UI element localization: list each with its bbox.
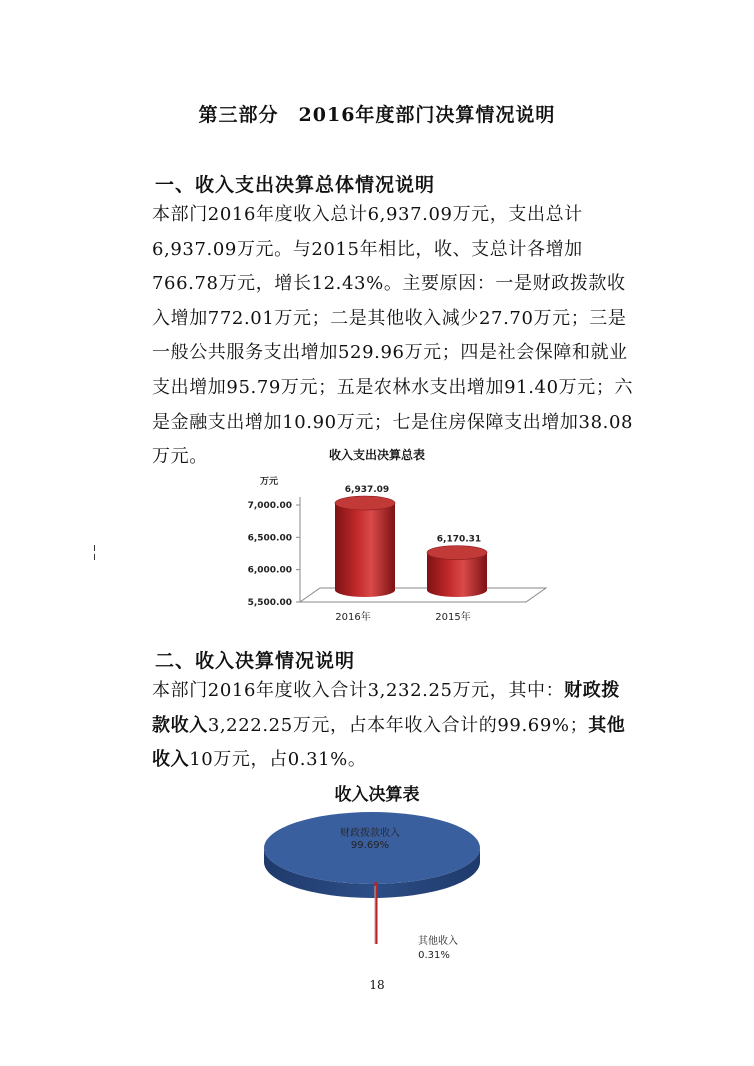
section2-text-part3: 10万元，占0.31%。 <box>189 749 367 771</box>
section1-heading: 一、收入支出决算总体情况说明 <box>155 174 436 196</box>
page-title: 第三部分 2016年度部门决算情况说明 <box>198 104 556 126</box>
page-number: 18 <box>369 978 385 992</box>
section1-paragraph <box>116 198 636 475</box>
chart1-title: 收入支出决算总表 <box>328 448 425 462</box>
chart2-pct-other: 0.31% <box>418 950 450 961</box>
chart1-bar <box>335 503 395 597</box>
chart2-label-main: 财政拨款收入 <box>340 828 400 839</box>
chart1-y-tick-label: 6,000.00 <box>247 565 292 576</box>
chart1-y-unit: 万元 <box>260 477 279 487</box>
chart1-bar-top <box>427 546 487 560</box>
section2-bold1: 财政拨款收入 <box>152 680 620 736</box>
chart1-y-tick-label: 7,000.00 <box>247 501 292 511</box>
chart2-label-other: 其他收入 <box>418 936 458 947</box>
chart1-y-tick-label: 6,500.00 <box>247 533 292 544</box>
section2-paragraph <box>116 674 636 778</box>
chart1-bar-top <box>335 496 395 510</box>
chart1-x-label: 2016年 <box>335 612 371 623</box>
chart1-data-label: 6,937.09 <box>344 485 390 496</box>
chart1-y-tick-label: 5,500.00 <box>247 598 292 608</box>
section1-text: 本部门2016年度收入总计6,937.09万元，支出总计6,937.09万元。与2015年相比，收、支总计各增加766.78万元，增长12.43%。主要原因：一是财政拨款收入增加772.01万元；二是其他收入减少27.70万元；三是一般公共服务支出增加529.96万元；四是社会保障和就业支出增加95.79万元；五是农林水支出增加91.40万元；六是金融支出增加10.90万元；七是住房保障支出增加38.08万元。 <box>152 204 634 468</box>
section2-heading: 二、收入决算情况说明 <box>155 650 356 672</box>
chart2-pct-main: 99.69% <box>350 840 390 851</box>
chart1-x-label: 2015年 <box>435 612 471 623</box>
chart1-bar-chart <box>230 462 560 630</box>
section2-text <box>116 674 636 778</box>
section2-text-part2: 3,222.25万元，占本年收入合计的99.69%； <box>207 714 589 736</box>
margin-mark <box>94 545 96 567</box>
chart2-title: 收入决算表 <box>334 785 420 805</box>
section2-bold2: 其他收入 <box>152 714 626 771</box>
chart2-pie-chart <box>250 808 510 968</box>
chart1-data-label: 6,170.31 <box>436 534 482 545</box>
section2-text-part1: 本部门2016年度收入合计3,232.25万元，其中： <box>152 680 565 701</box>
